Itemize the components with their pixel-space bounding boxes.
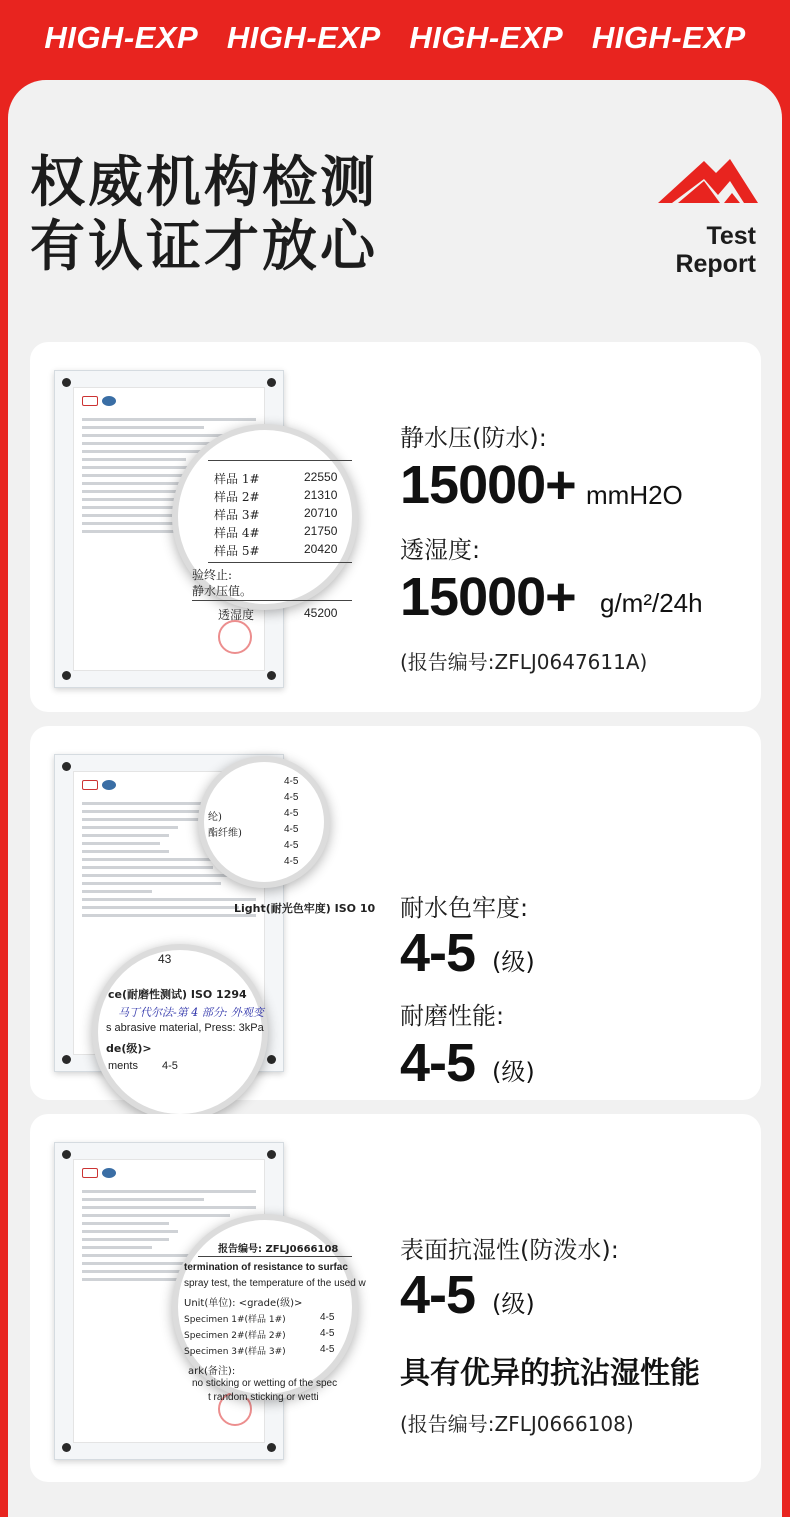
sample-label: 样品 4# (214, 526, 260, 540)
colorfastness-value: 4-5 (400, 923, 476, 983)
magnifier-note: 纶) (208, 812, 222, 823)
breathability-value: 15000+ (400, 567, 576, 627)
specimen-value: 4-5 (320, 1328, 335, 1339)
spray-unit: (级) (492, 1290, 535, 1318)
content-panel (8, 80, 782, 1517)
magnifier-detail-upper (198, 756, 330, 888)
magnifier-detail (172, 424, 358, 622)
banner-text: HIGH-EXP (44, 20, 199, 55)
abrasion-unit: (级) (492, 1058, 535, 1086)
magnifier-note: Light(耐光色牢度) ISO 10 (234, 902, 376, 915)
specimen-value: 4-5 (320, 1344, 335, 1355)
grade-value: 4-5 (284, 792, 299, 803)
headline (30, 150, 378, 278)
magnifier-note: s abrasive material, Press: 3kPa (106, 1022, 264, 1034)
magnifier-note: termination of resistance to surfac (184, 1262, 348, 1273)
headline-line-1: 权威机构检测 (30, 150, 379, 214)
sample-label: 样品 5# (214, 544, 260, 558)
grade-value: 4-5 (284, 776, 299, 787)
sample-label: 样品 3# (214, 508, 260, 522)
sample-label: 样品 2# (214, 490, 260, 504)
magnifier-value: 43 (158, 952, 172, 966)
magnifier-note: 静水压值。 (192, 584, 253, 598)
hydrostatic-label: 静水压(防水): (400, 424, 547, 452)
banner-text: HIGH-EXP (409, 20, 564, 55)
magnifier-note: spray test, the temperature of the used w (184, 1278, 366, 1289)
banner-text: HIGH-EXP (591, 20, 746, 55)
report-number: (报告编号:ZFLJ0647611A) (400, 650, 648, 674)
magnifier-note: t random sticking or wetti (208, 1392, 319, 1403)
grade-value: 4-5 (284, 840, 299, 851)
magnifier-note: de(级)> (106, 1042, 152, 1055)
sample-value: 21750 (304, 524, 338, 538)
magnifier-detail-lower (92, 944, 268, 1120)
specimen-value: 4-5 (320, 1312, 335, 1323)
sample-label: 样品 1# (214, 472, 260, 486)
magnifier-note: no sticking or wetting of the spec (192, 1378, 338, 1389)
spray-label: 表面抗湿性(防泼水): (400, 1236, 619, 1264)
breathability-label: 透湿度: (400, 536, 481, 564)
test-report-label (675, 222, 756, 278)
grade-value: 4-5 (284, 856, 299, 867)
sample-label: 透湿度 (218, 608, 255, 622)
magnifier-value: 4-5 (162, 1060, 178, 1072)
top-banner (0, 0, 790, 84)
sample-value: 21310 (304, 488, 338, 502)
abrasion-label: 耐磨性能: (400, 1002, 505, 1030)
sample-value: 20710 (304, 506, 338, 520)
magnifier-note: Unit(单位): <grade(级)> (184, 1298, 303, 1309)
hydrostatic-value: 15000+ (400, 455, 576, 515)
magnifier-note: ce(耐磨性测试) ISO 1294 (108, 988, 247, 1001)
stamp-seal (218, 620, 252, 654)
magnifier-note: ments (108, 1060, 138, 1072)
magnifier-detail (172, 1214, 366, 1403)
test-card-waterproof (30, 342, 761, 712)
sample-value: 22550 (304, 470, 338, 484)
magnifier-note: 马丁代尔法-第 4 部分: 外观变 (118, 1006, 264, 1019)
hydrostatic-unit: mmH2O (586, 480, 683, 510)
test-card-colorfastness (30, 726, 761, 1100)
grade-value: 4-5 (284, 808, 299, 819)
grade-value: 4-5 (284, 824, 299, 835)
test-report-label-line2: Report (675, 250, 756, 278)
magnifier-note: ark(备注): (188, 1366, 236, 1377)
banner-text: HIGH-EXP (226, 20, 381, 55)
test-report-label-line1: Test (706, 222, 756, 250)
abrasion-value: 4-5 (400, 1033, 476, 1093)
sample-value: 20420 (304, 542, 338, 556)
breathability-unit: g/m²/24h (600, 588, 703, 618)
test-card-spray-resistance (30, 1114, 761, 1482)
magnifier-report-no: 报告编号: ZFLJ0666108 (218, 1244, 339, 1255)
report-number: (报告编号:ZFLJ0666108) (400, 1412, 634, 1436)
spray-value: 4-5 (400, 1265, 476, 1325)
magnifier-note: 酯纤维) (208, 828, 242, 839)
spray-claim: 具有优异的抗沾湿性能 (400, 1356, 700, 1391)
sample-value: 45200 (304, 606, 338, 620)
colorfastness-label: 耐水色牢度: (400, 894, 529, 922)
headline-line-2: 有认证才放心 (30, 214, 379, 278)
colorfastness-unit: (级) (492, 948, 535, 976)
specimen-label: Specimen 2#(样品 2#) (184, 1331, 286, 1341)
specimen-label: Specimen 1#(样品 1#) (184, 1315, 286, 1325)
mountain-logo-icon (658, 155, 758, 205)
magnifier-note: 验终止: (192, 568, 233, 582)
specimen-label: Specimen 3#(样品 3#) (184, 1347, 286, 1357)
